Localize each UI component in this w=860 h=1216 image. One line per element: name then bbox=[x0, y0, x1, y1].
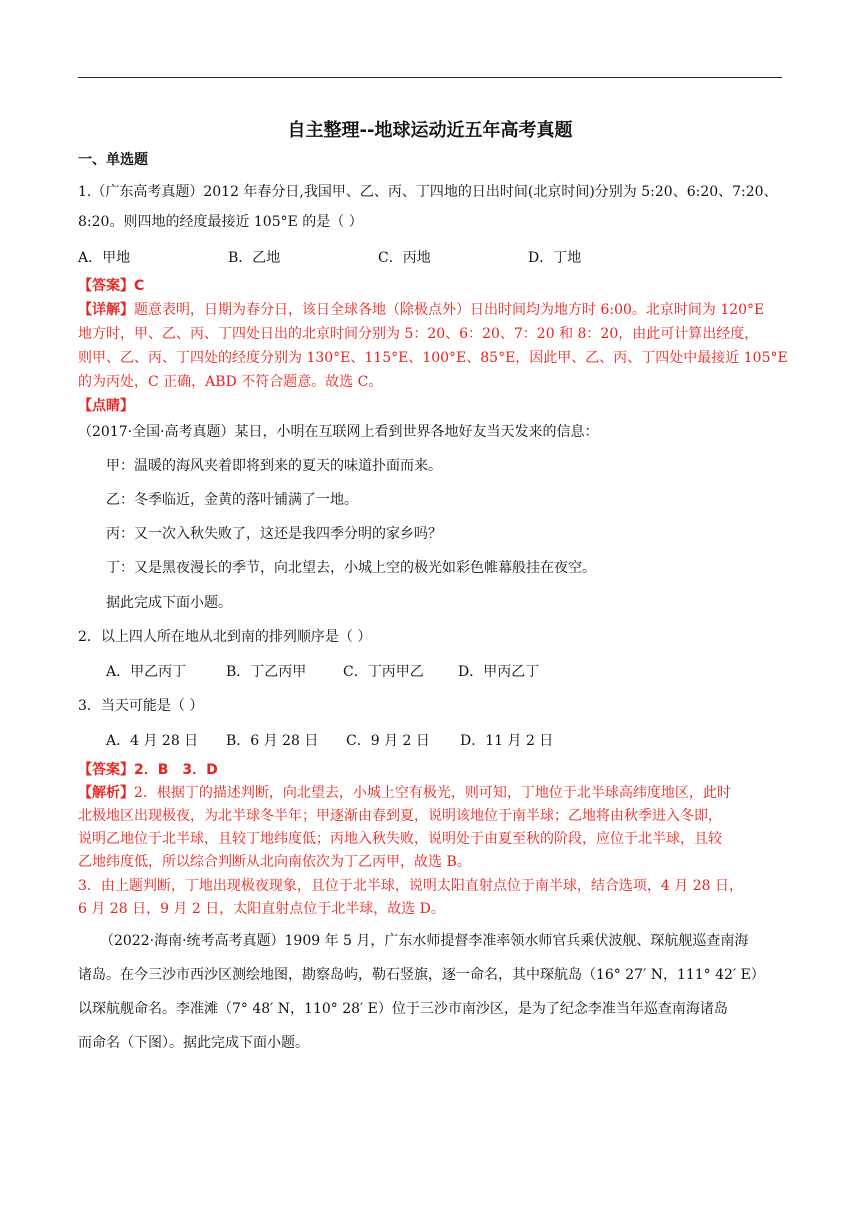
q2-option-c: C．丁丙甲乙 bbox=[343, 664, 424, 680]
q1-detail-line-3: 则甲、乙、丙、丁四处的经度分别为 130°E、115°E、100°E、85°E，因此甲、乙、丙、丁四处中最接近 105°E bbox=[78, 350, 788, 366]
q1-answer bbox=[78, 276, 144, 296]
passage2-line-2: 诸岛。在今三沙市西沙区测绘地图，勘察岛屿，勒石竖旗，逐一命名，其中琛航岛（16° 27′ N，111° 42′ E） bbox=[78, 967, 765, 983]
passage1-intro: （2017·全国·高考真题）某日，小明在互联网上看到世界各地好友当天发来的信息： bbox=[78, 424, 599, 440]
q3-option-d: D．11 月 2 日 bbox=[460, 733, 554, 749]
passage2-line-4: 而命名（下图）。据此完成下面小题。 bbox=[78, 1035, 309, 1051]
q1-option-d: D．丁地 bbox=[528, 250, 582, 266]
section-heading: 一、单选题 bbox=[78, 152, 148, 168]
q1-stem-line-1: 1.（广东高考真题）2012 年春分日,我国甲、乙、丙、丁四地的日出时间(北京时间)分别为 5:20、6:20、7:20、 bbox=[78, 184, 778, 200]
q1-detail-line-2: 地方时，甲、乙、丙、丁四处日出的北京时间分别为 5：20、6：20、7：20 和 8：20，由此可计算出经度， bbox=[78, 326, 759, 342]
passage1-message-bing: 丙：又一次入秋失败了，这还是我四季分明的家乡吗？ bbox=[106, 526, 442, 542]
q1-detail-line-4: 的为丙处，C 正确，ABD 不符合题意。故选 C。 bbox=[78, 374, 383, 390]
q3-option-b: B．6 月 28 日 bbox=[226, 733, 319, 749]
detail-tag: 【详解】 bbox=[78, 302, 134, 318]
analysis-text: 2．根据丁的描述判断，向北望去，小城上空有极光，则可知，丁地位于北半球高纬度地区，此时 bbox=[134, 785, 731, 801]
q3-option-c: C．9 月 2 日 bbox=[346, 733, 430, 749]
analysis-line-5: 3．由上题判断，丁地出现极夜现象，且位于北半球，说明太阳直射点位于南半球，结合选项，4 月 28 日， bbox=[78, 878, 743, 894]
analysis-line-4: 乙地纬度低，所以综合判断从北向南依次为丁乙丙甲，故选 B。 bbox=[78, 854, 471, 870]
q3-option-a: A．4 月 28 日 bbox=[106, 733, 199, 749]
analysis-tag: 【解析】 bbox=[78, 785, 134, 801]
q2-q3-answer bbox=[78, 760, 218, 780]
q1-option-c: C．丙地 bbox=[378, 250, 431, 266]
q2-option-b: B．丁乙丙甲 bbox=[226, 664, 307, 680]
passage2-line-3: 以琛航舰命名。李准滩（7° 48′ N，110° 28′ E）位于三沙市南沙区，是为了纪念李准当年巡查南海诸岛 bbox=[78, 1001, 728, 1017]
q1-option-a: A．甲地 bbox=[78, 250, 131, 266]
q3-stem: 3．当天可能是（ ） bbox=[78, 698, 204, 714]
passage1-message-yi: 乙：冬季临近，金黄的落叶铺满了一地。 bbox=[106, 492, 358, 508]
answer-tag: 【答案】 bbox=[78, 278, 134, 294]
header-rule bbox=[78, 77, 782, 78]
q2-option-a: A．甲乙丙丁 bbox=[106, 664, 187, 680]
q2-stem: 2．以上四人所在地从北到南的排列顺序是（ ） bbox=[78, 629, 372, 645]
q1-highlight-tag: 【点睛】 bbox=[78, 398, 134, 414]
q1-stem-line-2: 8:20。则四地的经度最接近 105°E 的是（ ） bbox=[78, 214, 363, 230]
q1-detail-line-1 bbox=[78, 300, 764, 320]
answer-tag: 【答案】 bbox=[78, 762, 134, 778]
document-title: 自主整理--地球运动近五年高考真题 bbox=[287, 120, 573, 141]
passage1-prompt: 据此完成下面小题。 bbox=[106, 595, 232, 611]
passage2-line-1: （2022·海南·统考高考真题）1909 年 5 月，广东水师提督李准率领水师官兵乘伏波舰、琛航舰巡查南海 bbox=[100, 933, 749, 949]
q1-option-b: B．乙地 bbox=[228, 250, 281, 266]
passage1-message-ding: 丁：又是黑夜漫长的季节，向北望去，小城上空的极光如彩色帷幕般挂在夜空。 bbox=[106, 560, 596, 576]
q2-option-d: D．甲丙乙丁 bbox=[458, 664, 540, 680]
analysis-line-3: 说明乙地位于北半球，且较丁地纬度低；丙地入秋失败，说明处于由夏至秋的阶段，应位于北半球，且较 bbox=[78, 831, 722, 847]
answer-value: C bbox=[134, 278, 145, 294]
detail-text: 题意表明，日期为春分日，该日全球各地（除极点外）日出时间均为地方时 6:00。北京时间为 120°E bbox=[134, 302, 765, 318]
answer-value: 2．B 3．D bbox=[134, 762, 218, 778]
analysis-line-1 bbox=[78, 783, 731, 803]
analysis-line-6: 6 月 28 日，9 月 2 日，太阳直射点位于北半球，故选 D。 bbox=[78, 901, 445, 917]
passage1-message-jia: 甲：温暖的海风夹着即将到来的夏天的味道扑面而来。 bbox=[106, 458, 442, 474]
analysis-line-2: 北极地区出现极夜，为北半球冬半年；甲逐渐由春到夏，说明该地位于南半球；乙地将由秋季进入冬即， bbox=[78, 808, 722, 824]
